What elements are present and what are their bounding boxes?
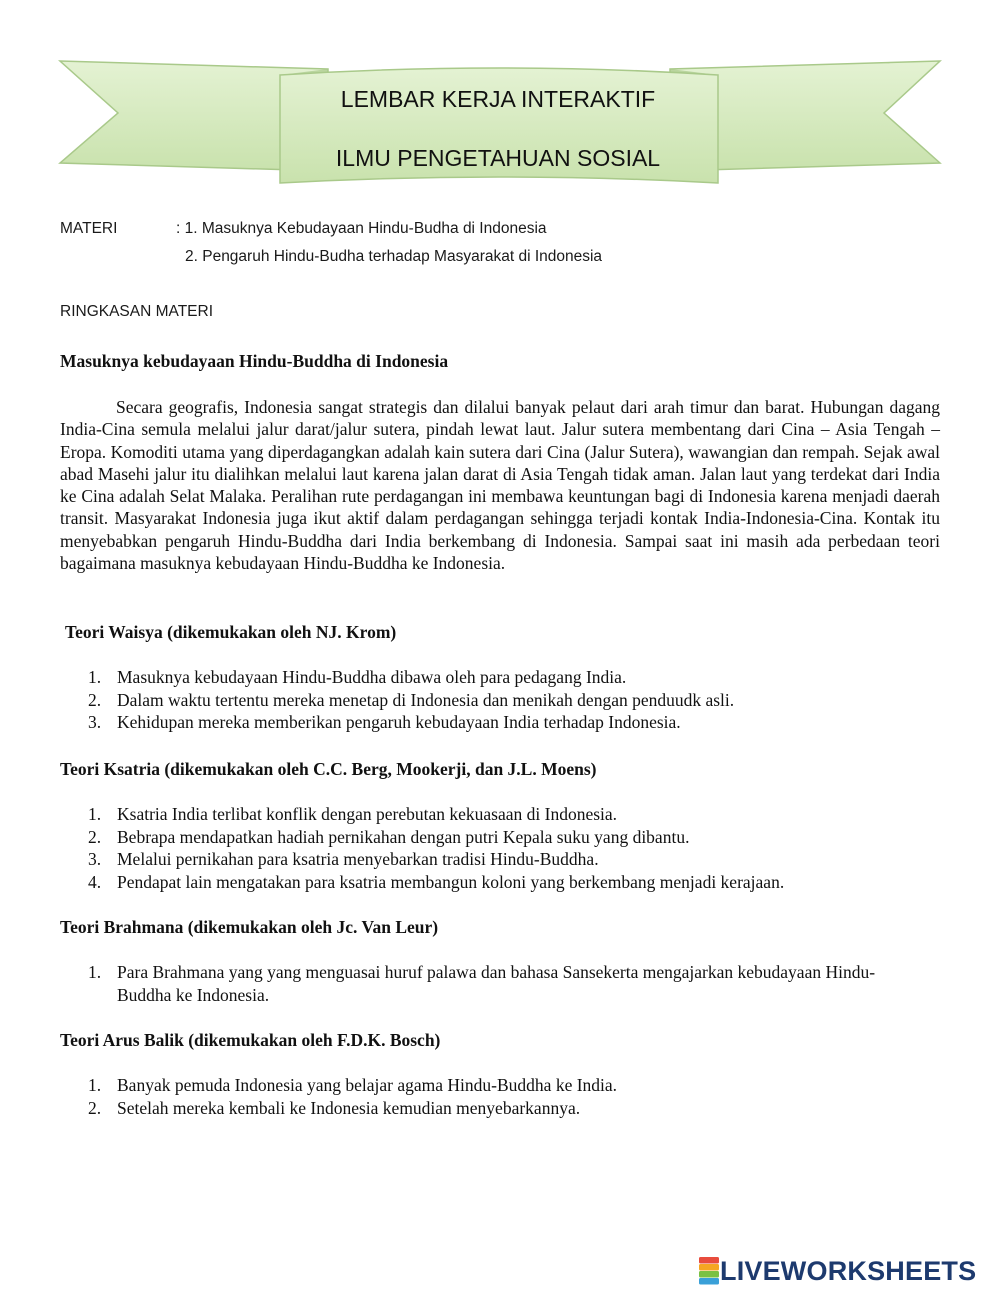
list-item: 1. Ksatria India terlibat konflik dengan perebutan kekuasaan di Indonesia.	[88, 804, 618, 824]
liveworksheets-logo-text: LIVEWORKSHEETS	[720, 1255, 977, 1286]
theory-ksatria-title: Teori Ksatria (dikemukakan oleh C.C. Berg, Mookerji, dan J.L. Moens)	[60, 759, 597, 779]
materi-item-2: 2. Pengaruh Hindu-Budha terhadap Masyarakat di Indonesia	[185, 248, 603, 265]
list-item: 1. Para Brahmana yang yang menguasai huruf palawa dan bahasa Sansekerta mengajarkan kebudayaan Hindu-Buddha ke Indonesia.	[88, 962, 876, 1005]
list-item: 1. Masuknya kebudayaan Hindu-Buddha dibawa oleh para pedagang India.	[88, 667, 627, 687]
summary-paragraph: Secara geografis, Indonesia sangat strategis dan dilalui banyak pelaut dari arah timur dan barat. Hubungan dagang India-Cina semula melalui jalur darat/jalur sutera, pindah lewat laut. Jalur sutera membentang dari Cina – Asia Tengah – Eropa. Komoditi utama yang diperdagangkan adalah kain sutera dari Cina (Jalur Sutera), wawangian dan rempah. Sejak awal abad Masehi jalur itu dialihkan melalui laut karena jalan darat di Asia Tengah tidak aman. Jalan laut yang terdekat dari India ke Cina adalah Selat Malaka. Peralihan rute perdagangan ini membawa keuntungan bagi di Indonesia karena menjadi daerah transit. Masyarakat Indonesia juga ikut aktif dalam perdagangan sehingga terjadi kontak India-Indonesia-Cina. Kontak itu menyebabkan pengaruh Hindu-Buddha dari India berkembang di Indonesia. Sampai saat ini masih ada perbedaan teori bagaimana masuknya kebudayaan Hindu-Buddha ke Indonesia.	[60, 397, 940, 574]
theory-waisya-list	[60, 666, 940, 734]
ringkasan-heading: RINGKASAN MATERI	[60, 303, 214, 320]
list-item: 4. Pendapat lain mengatakan para ksatria membangun koloni yang berkembang menjadi kerajaan.	[88, 871, 785, 892]
theory-arus-balik-list	[60, 1074, 940, 1119]
list-item: 3. Kehidupan mereka memberikan pengaruh kebudayaan India terhadap Indonesia.	[88, 712, 681, 732]
liveworksheets-logo[interactable]	[698, 1256, 976, 1286]
theory-brahmana-title: Teori Brahmana (dikemukakan oleh Jc. Van Leur)	[60, 917, 439, 937]
banner-title-line2: ILMU PENGETAHUAN SOSIAL	[335, 145, 661, 171]
materi-label: MATERI	[60, 220, 118, 237]
theory-brahmana-list	[60, 961, 910, 1006]
list-item: 2. Bebrapa mendapatkan hadiah pernikahan dengan putri Kepala suku yang dibantu.	[88, 826, 690, 847]
list-item: 2. Dalam waktu tertentu mereka menetap di Indonesia dan menikah dengan penduudk asli.	[88, 689, 735, 710]
list-item: 3. Melalui pernikahan para ksatria menyebarkan tradisi Hindu-Buddha.	[88, 849, 599, 869]
materi-item-1: : 1. Masuknya Kebudayaan Hindu-Budha di Indonesia	[176, 220, 547, 237]
section-title: Masuknya kebudayaan Hindu-Buddha di Indonesia	[60, 351, 449, 371]
theory-waisya-title: Teori Waisya (dikemukakan oleh NJ. Krom)	[65, 622, 397, 642]
list-item: 1. Banyak pemuda Indonesia yang belajar agama Hindu-Buddha ke India.	[88, 1075, 618, 1095]
list-item: 2. Setelah mereka kembali ke Indonesia kemudian menyebarkannya.	[88, 1097, 581, 1118]
banner-title-line1: LEMBAR KERJA INTERAKTIF	[340, 86, 656, 112]
theory-ksatria-list	[60, 803, 940, 893]
theory-arus-balik-title: Teori Arus Balik (dikemukakan oleh F.D.K. Bosch)	[60, 1030, 441, 1050]
liveworksheets-logo-icon	[698, 1257, 720, 1285]
